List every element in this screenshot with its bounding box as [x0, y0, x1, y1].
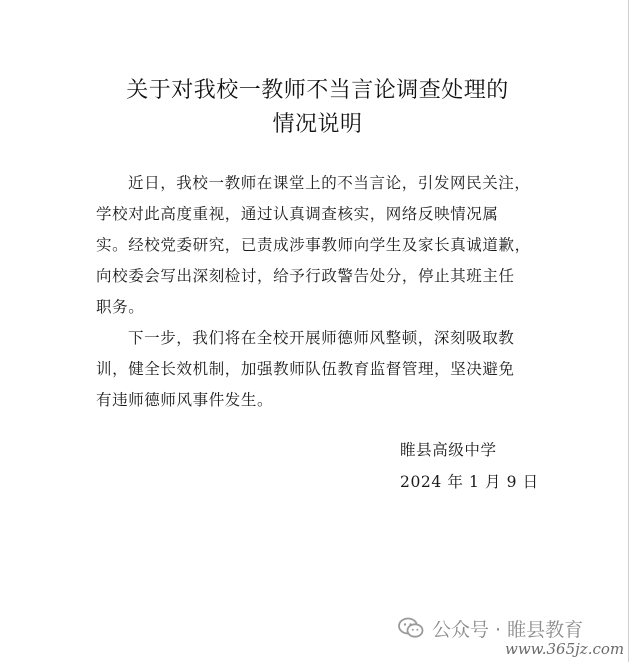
- paragraph-1: [96, 168, 548, 323]
- document-title: [0, 74, 635, 142]
- paragraph-2-line: 有违师德师风事件发生。: [96, 391, 274, 409]
- signature-date: 2024 年 1 月 9 日: [400, 473, 539, 491]
- paragraph-1-line: 职务。: [96, 298, 145, 316]
- wechat-account-footer: [398, 614, 583, 642]
- document-body: [96, 168, 548, 416]
- paragraph-2: [96, 323, 548, 416]
- paragraph-1-line: 实。经校党委研究，已责成涉事教师向学生及家长真诚道歉，: [96, 236, 531, 254]
- paragraph-2-line: 下一步，我们将在全校开展师德师风整顿，深刻吸取教: [128, 329, 515, 347]
- title-line-2: 情况说明: [272, 112, 363, 137]
- paragraph-2-line: 训，健全长效机制，加强教师队伍教育监督管理，坚决避免: [96, 360, 515, 378]
- paragraph-1-line: 向校委会写出深刻检讨，给予行政警告处分，停止其班主任: [96, 267, 515, 285]
- wechat-icon: [398, 617, 424, 639]
- signature-school: 睢县高级中学: [400, 441, 497, 459]
- site-watermark: www.365jz.com: [505, 640, 625, 658]
- title-line-1: 关于对我校一教师不当言论调查处理的: [126, 78, 509, 103]
- paragraph-1-line: 近日，我校一教师在课堂上的不当言论，引发网民关注，: [128, 174, 531, 192]
- wechat-account-name: 公众号 · 睢县教育: [432, 618, 584, 641]
- paragraph-1-line: 学校对此高度重视，通过认真调查核实，网络反映情况属: [96, 205, 499, 223]
